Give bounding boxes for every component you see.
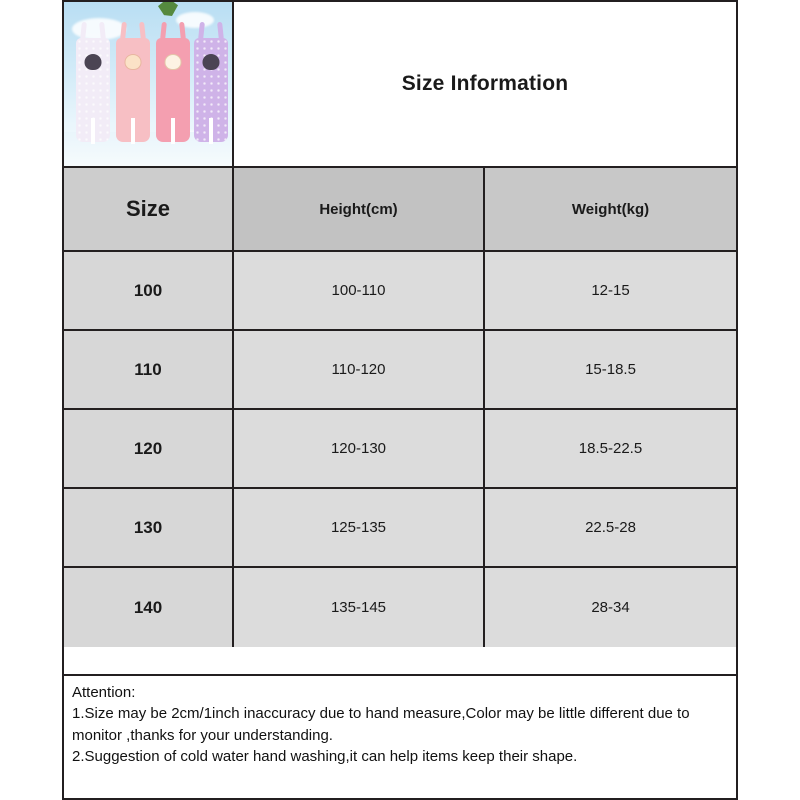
product-photo <box>64 2 234 166</box>
attention-line-1: 1.Size may be 2cm/1inch inaccuracy due to hand measure,Color may be little different due to monitor ,thanks for your understanding. <box>72 705 690 744</box>
dress-item <box>156 38 190 142</box>
attention-line-2: 2.Suggestion of cold water hand washing,it can help items keep their shape. <box>72 747 578 765</box>
leaf-icon <box>158 2 178 16</box>
column-header-weight: Weight(kg) <box>485 168 736 250</box>
legs-shape <box>91 118 95 144</box>
attention-heading: Attention: <box>72 683 136 701</box>
column-header-size: Size <box>64 168 234 250</box>
cell-height: 125-135 <box>234 489 485 566</box>
cell-height: 100-110 <box>234 252 485 329</box>
legs-shape <box>171 118 175 144</box>
table-row <box>64 489 736 568</box>
character-face <box>165 54 182 70</box>
dress-item <box>76 38 110 142</box>
cell-size: 100 <box>64 252 234 329</box>
cell-weight: 22.5-28 <box>485 489 736 566</box>
legs-shape <box>209 118 213 144</box>
attention-note <box>64 674 736 798</box>
dress-item <box>116 38 150 142</box>
table-row <box>64 410 736 489</box>
dress-item <box>194 38 228 142</box>
page-title: Size Information <box>401 72 569 95</box>
cell-height: 120-130 <box>234 410 485 487</box>
cell-height: 110-120 <box>234 331 485 408</box>
table-row <box>64 331 736 410</box>
size-table <box>64 168 736 674</box>
character-face <box>125 54 142 70</box>
character-face <box>85 54 102 70</box>
cell-size: 130 <box>64 489 234 566</box>
size-information-chart <box>62 0 738 800</box>
character-face <box>203 54 220 70</box>
chart-header <box>64 2 736 168</box>
chart-title-cell <box>234 2 736 166</box>
cell-weight: 18.5-22.5 <box>485 410 736 487</box>
table-header-row <box>64 168 736 252</box>
cell-height: 135-145 <box>234 568 485 647</box>
cell-size: 140 <box>64 568 234 647</box>
column-header-height: Height(cm) <box>234 168 485 250</box>
product-photo-illustration <box>64 2 232 166</box>
cell-weight: 15-18.5 <box>485 331 736 408</box>
table-row <box>64 252 736 331</box>
cell-size: 110 <box>64 331 234 408</box>
cell-weight: 12-15 <box>485 252 736 329</box>
table-row <box>64 568 736 647</box>
legs-shape <box>131 118 135 144</box>
cell-size: 120 <box>64 410 234 487</box>
cell-weight: 28-34 <box>485 568 736 647</box>
